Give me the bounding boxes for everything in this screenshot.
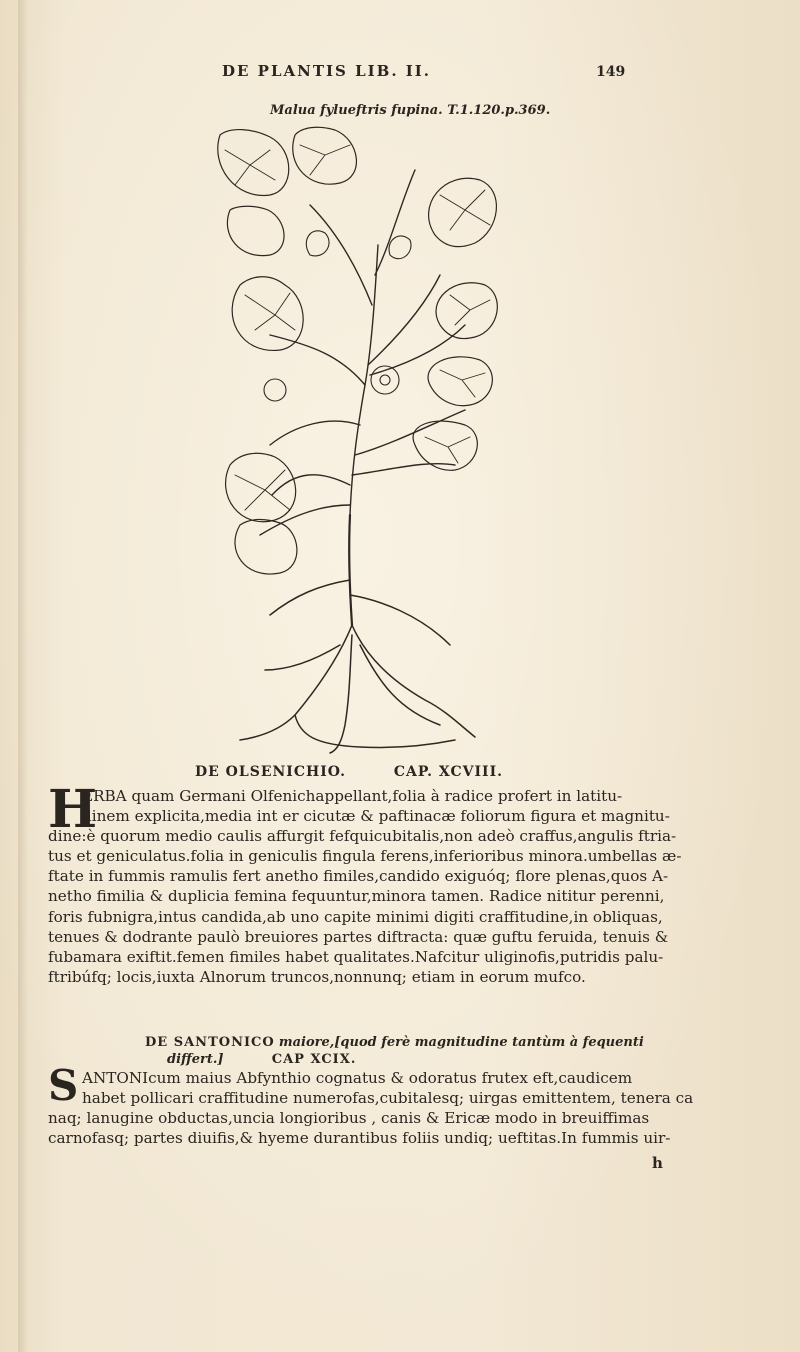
text-line: ftate in fummis ramulis fert anetho fimiles,candido exiguóq; flore plenas,quos A-	[48, 867, 669, 886]
text-line: ERBA quam Germani Olfenichappellant,folia à radice profert in latitu-	[82, 787, 623, 805]
chapter-heading	[195, 764, 503, 780]
text-line: ftribúfq; locis,iuxta Alnorum truncos,nonnunq; etiam in eorum mufco.	[48, 967, 586, 986]
sub-chapter-number: CAP XCIX.	[271, 1052, 357, 1067]
sub-chapter-italic: maiore,[quod ferè magnitudine tantùm à fequenti	[278, 1035, 644, 1050]
dropcap-s: S	[48, 1061, 79, 1110]
dropcap-h: H	[48, 779, 98, 840]
signature-mark: h	[652, 1154, 663, 1172]
text-line: dinem explicita,media int er cicutæ & paftinacæ foliorum figura et magnitu-	[82, 807, 670, 826]
plant-woodcut-icon	[200, 125, 510, 755]
running-head-title: DE PLANTIS LIB. II.	[222, 62, 432, 80]
figure-caption: Malua fylueftris fupina. T.1.120.p.369.	[270, 103, 551, 118]
chapter-title: DE OLSENICHIO.	[195, 764, 347, 780]
text-line: tenues & dodrante paulò breuiores partes diftracta: quæ guftu feruida, tenuis &	[48, 927, 669, 946]
text-line: carnofasq; partes diuifis,& hyeme durantibus foliis undiq; ueftitas.In fummis uir-	[48, 1129, 671, 1148]
sub-chapter-lead: DE SANTONICO	[145, 1035, 275, 1050]
chapter-number: CAP. XCVIII.	[393, 764, 504, 780]
folio-number: 149	[596, 64, 626, 80]
chapter-99-text	[48, 1061, 772, 1148]
text-line: dine:è quorum medio caulis affurgit fefquicubitalis,non adeò craffus,angulis ftria-	[48, 827, 677, 846]
sub-chapter-italic-2: differt.]	[167, 1052, 224, 1067]
text-line: tus et geniculatus.folia in geniculis fingula ferens,inferioribus minora.umbellas æ-	[48, 847, 682, 866]
sub-chapter-heading	[145, 1034, 705, 1068]
text-line: netho fimilia & duplicia femina fequuntur,minora tamen. Radice nititur perenni,	[48, 887, 665, 906]
text-line: ANTONIcum maius Abfynthio cognatus & odoratus frutex eft,caudicem	[82, 1069, 633, 1087]
text-line: naq; lanugine obductas,uncia longioribus , canis & Ericæ modo in breuiffimas	[48, 1109, 650, 1128]
page-gutter-shadow	[18, 0, 28, 1352]
text-line: habet pollicari craffitudine numerofas,cubitalesq; uirgas emittentem, tenera ca	[82, 1089, 694, 1108]
text-line: fubamara exiftit.femen fimiles habet qualitates.Nafcitur uliginofis,putridis palu-	[48, 947, 664, 966]
chapter-98-text	[48, 779, 772, 987]
running-head	[0, 62, 800, 88]
text-line: foris fubnigra,intus candida,ab uno capite minimi digiti craffitudine,in obliquas,	[48, 907, 663, 926]
